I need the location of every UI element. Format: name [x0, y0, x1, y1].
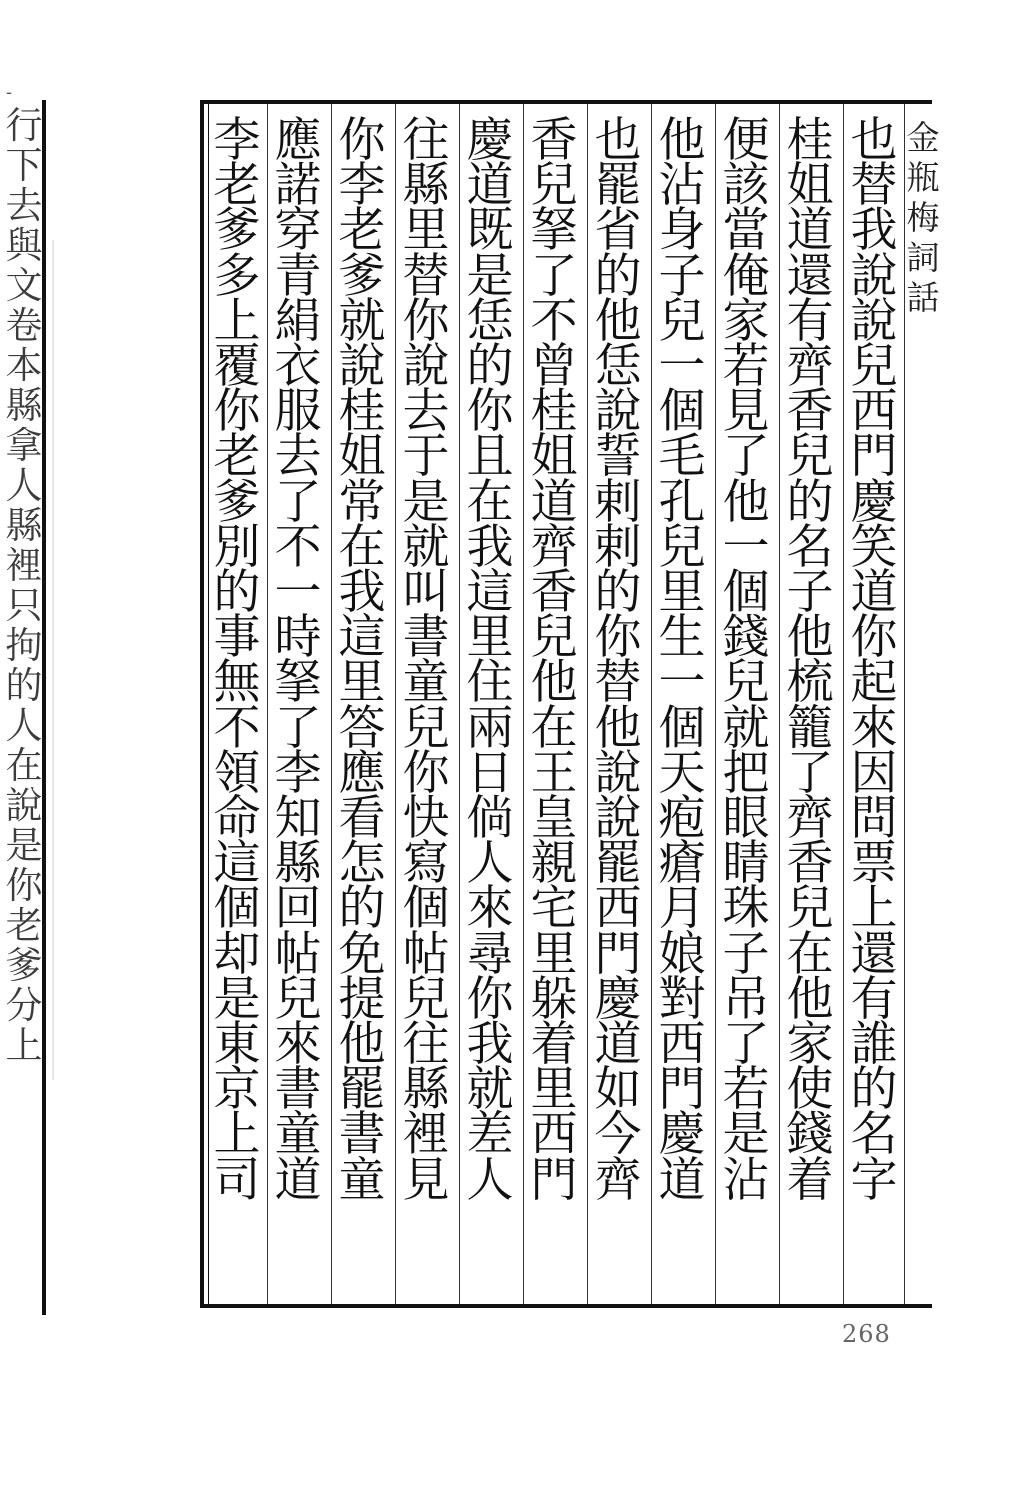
text-column-7: 慶道既是恁的你且在我這里住兩日倘人來尋你我就差人: [466, 113, 514, 1208]
page-number: 268: [842, 1320, 891, 1348]
previous-page-fragment: [0, 100, 46, 1315]
text-column-3: 便該當俺家若見了他一個錢兒就把眼睛珠子吊了若是沾: [722, 113, 770, 1208]
text-column-8: 往縣里替你說去于是就叫書童兒你快寫個帖兒往縣裡見: [402, 113, 450, 1208]
previous-page-column: 行下去與文卷本縣拿人縣裡只拘的人在說是你老爹分上: [5, 104, 43, 1067]
text-column-9: 你李老爹就說桂姐常在我這里答應看怎的免提他罷書童: [338, 113, 386, 1208]
text-column-6: 香兒拏了不曾桂姐道齊香兒他在王皇親宅里躲着里西門: [530, 113, 578, 1208]
text-column-5: 也罷省的他恁說誓剌剌的你替他說說罷西門慶道如今齊: [594, 113, 642, 1208]
gutter-shadow: [52, 240, 54, 1080]
text-column-4: 他沾身子兒一個毛孔兒里生一個天疱瘡月娘對西門慶道: [658, 113, 706, 1208]
margin-title: 金瓶梅詞話: [906, 118, 940, 317]
text-column-2: 桂姐道還有齊香兒的名子他梳籠了齊香兒在他家使錢着: [786, 113, 834, 1208]
column-rule: [904, 104, 905, 1304]
text-column-11: 李老爹多上覆你老爹別的事無不領命這個却是東京上司: [213, 113, 261, 1208]
margin-tick: -: [6, 82, 13, 103]
previous-page-border: [42, 100, 46, 1315]
text-column-1: 也替我說說兒西門慶笑道你起來因問票上還有誰的名字: [850, 113, 898, 1208]
text-column-10: 應諾穿青絹衣服去了不一時拏了李知縣回帖兒來書童道: [274, 113, 322, 1208]
page-frame: [200, 100, 940, 1308]
